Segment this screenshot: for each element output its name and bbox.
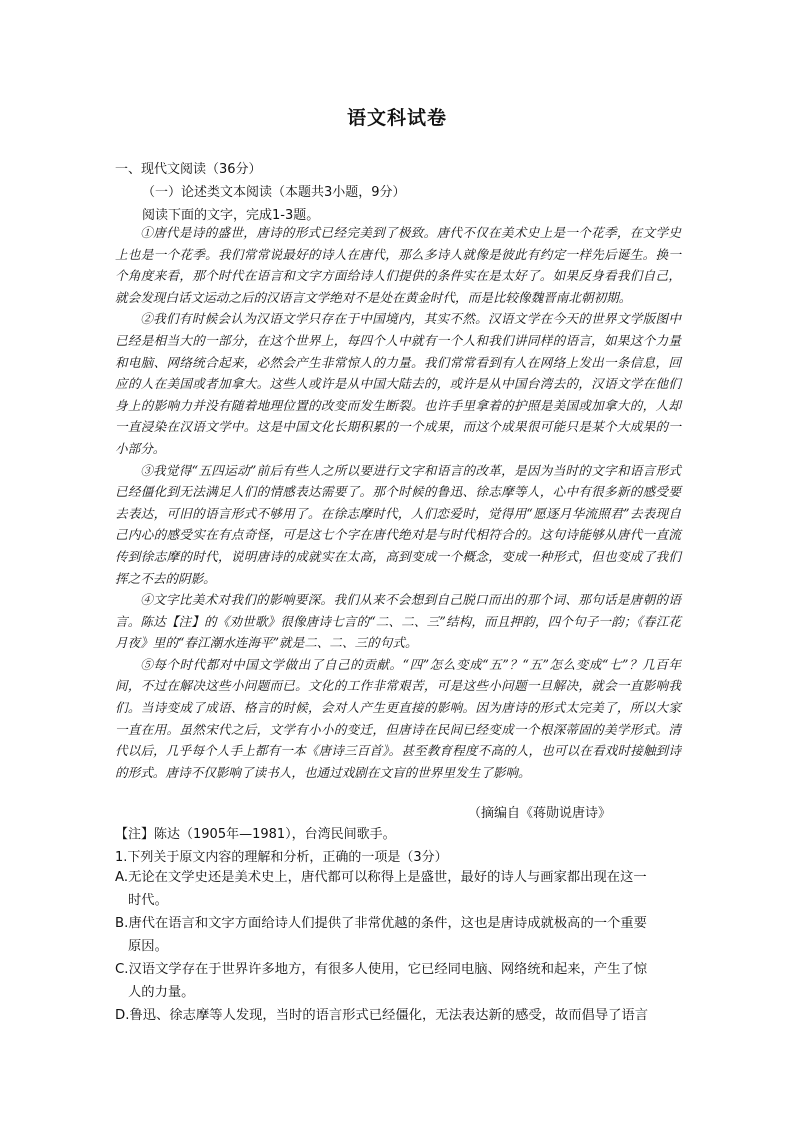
option-text: 鲁迅、徐志摩等人发现，当时的语言形式已经僵化，无法表达新的感受，故而倡导了语言 [129,1008,649,1023]
passage-paragraph-4: ④文字比美术对我们的影响要深。我们从来不会想到自己脱口而出的那个词、那句话是唐朝的语言。陈达【注】的《劝世歌》很像唐诗七言的“二、二、三”结构，而且押韵，四个句子一韵；《春江花月夜》里的“春江潮水连海平”就是二、二、三的句式。 [115,592,681,651]
footnote: 【注】陈达（1905年—1981），台湾民间歌手。 [115,827,396,842]
question-1-stem: 1.下列关于原文内容的理解和分析，正确的一项是（3分） [115,850,448,865]
option-a[interactable] [115,866,683,912]
option-text-continued: 原因。 [128,939,168,954]
option-label: A. [115,870,129,885]
option-b[interactable] [115,912,683,958]
passage-paragraph-5: ⑤每个时代都对中国文学做出了自己的贡献。“四”怎么变成“五”？“五”怎么变成“七”？几百年间，不过在解决这些小问题而已。文化的工作非常艰苦，可是这些小问题一旦解决，就会一直影响我们。当诗变成了成语、格言的时候，会对人产生更直接的影响。因为唐诗的形式太完美了，所以大家一直在用。虽然宋代之后，文学有小小的变迁，但唐诗在民间已经变成一个根深蒂固的美学形式。清代以后，几乎每个人手上都有一本《唐诗三百首》。甚至教育程度不高的人，也可以在看戏时接触到诗的形式。唐诗不仅影响了读书人，也通过戏剧在文盲的世界里发生了影响。 [115,656,681,780]
subsection-heading: （一）论述类文本阅读（本题共3小题，9分） [142,185,406,200]
reading-instruction: 阅读下面的文字，完成1-3题。 [142,208,320,223]
passage-paragraph-1: ①唐代是诗的盛世，唐诗的形式已经完美到了极致。唐代不仅在美术史上是一个花季，在文学史上也是一个花季。我们常常说最好的诗人在唐代，那么多诗人就像是彼此有约定一样先后诞生。换一个角度来看，那个时代在语言和文字方面给诗人们提供的条件实在是太好了。如果反身看我们自己，就会发现白话文运动之后的汉语言文学绝对不是处在黄金时代，而是比较像魏晋南北朝初期。 [115,225,681,305]
option-label: B. [115,916,129,931]
option-text-continued: 时代。 [128,893,168,908]
option-c[interactable] [115,958,683,1004]
option-text: 汉语文学存在于世界许多地方，有很多人使用，它已经同电脑、网络统和起来，产生了惊 [128,962,648,977]
passage-paragraph-3: ③我觉得“五四运动”前后有些人之所以要进行文字和语言的改革，是因为当时的文字和语言形式已经僵化到无法满足人们的情感表达需要了。那个时候的鲁迅、徐志摩等人，心中有很多新的感受要去表达，可旧的语言形式不够用了。在徐志摩时代，人们恋爱时，觉得用“愿逐月华流照君”去表现自己内心的感受实在有点奇怪，可是这七个字在唐代绝对是与时代相符合的。这句诗能够从唐代一直流传到徐志摩的时代，说明唐诗的成就实在太高，高到变成一个概念，变成一种形式，但也变成了我们挥之不去的阴影。 [115,462,681,586]
page-title: 语文科试卷 [346,107,447,129]
option-label: C. [115,962,129,977]
option-text: 唐代在语言和文字方面给诗人们提供了非常优越的条件，这也是唐诗成就极高的一个重要 [128,916,647,931]
section-heading: 一、现代文阅读（36分） [115,162,262,177]
option-d[interactable] [115,1004,683,1027]
passage-paragraph-2: ②我们有时候会认为汉语文学只存在于中国境内，其实不然。汉语文学在今天的世界文学版图中已经是相当大的一部分，在这个世界上，每四个人中就有一个人和我们讲同样的语言，如果这个力量和电脑、网络统合起来，必然会产生非常惊人的力量。我们常常看到有人在网络上发出一条信息，回应的人在美国或者加拿大。这些人或许是从中国大陆去的，或许是从中国台湾去的，汉语文学在他们身上的影响力并没有随着地理位置的改变而发生断裂。也许手里拿着的护照是美国或加拿大的，人却一直浸染在汉语文学中。这是中国文化长期积累的一个成果，而这个成果很可能只是某个大成果的一小部分。 [115,311,681,456]
passage-source: （摘编自《蒋勋说唐诗》 [468,806,612,821]
option-text-continued: 人的力量。 [128,985,195,1000]
reading-passage [115,222,681,783]
option-label: D. [115,1008,130,1023]
option-text: 无论在文学史还是美术史上，唐代都可以称得上是盛世，最好的诗人与画家都出现在这一 [128,870,647,885]
